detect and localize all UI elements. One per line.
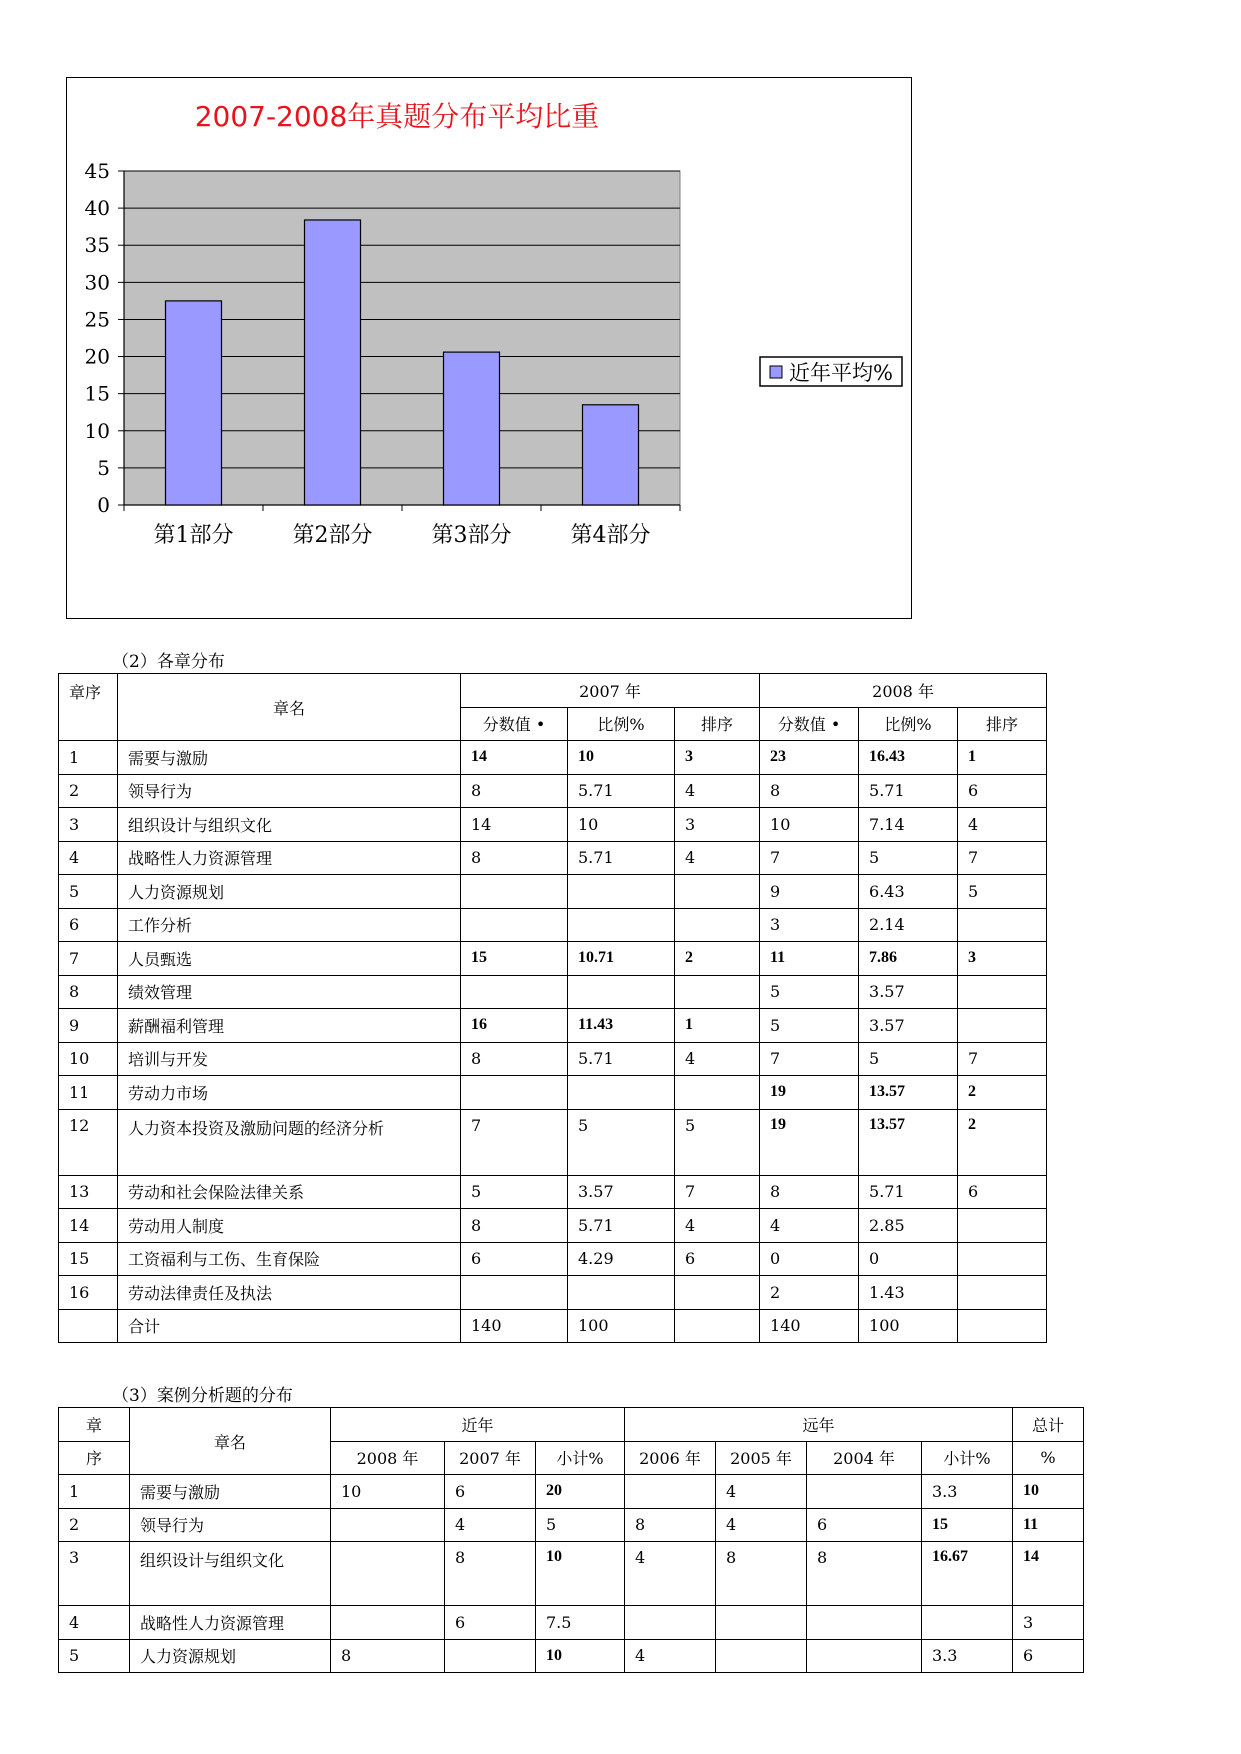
col-header-score-2007: 分数值 • <box>461 707 568 741</box>
cell-2004 <box>807 1606 922 1640</box>
y-tick-label: 45 <box>84 159 110 183</box>
cell-2005: 4 <box>716 1508 807 1542</box>
cell-seq: 4 <box>59 841 118 875</box>
col-header-2007: 2007 年 <box>445 1441 536 1475</box>
col-header-2006: 2006 年 <box>625 1441 716 1475</box>
cell-rank-2007 <box>675 908 760 942</box>
cell-rank-2007: 4 <box>675 1209 760 1243</box>
cell-ratio-2008: 13.57 <box>859 1076 958 1110</box>
cell-2004 <box>807 1475 922 1509</box>
cell-2006: 4 <box>625 1542 716 1606</box>
table-row <box>59 1475 1084 1509</box>
cell-2007: 8 <box>445 1542 536 1606</box>
col-header-subtotal-past: 小计% <box>922 1441 1013 1475</box>
cell-seq <box>59 1309 118 1343</box>
cell-2007: 6 <box>445 1475 536 1509</box>
cell-seq: 14 <box>59 1209 118 1243</box>
col-header-total-bottom: % <box>1013 1441 1084 1475</box>
cell-seq: 10 <box>59 1042 118 1076</box>
cell-ratio-2008: 13.57 <box>859 1109 958 1175</box>
cell-rank-2008: 7 <box>958 841 1047 875</box>
cell-score-2008: 140 <box>760 1309 859 1343</box>
cell-score-2007 <box>461 975 568 1009</box>
cell-score-2007: 7 <box>461 1109 568 1175</box>
cell-subtotal-past: 3.3 <box>922 1639 1013 1673</box>
cell-ratio-2008: 2.85 <box>859 1209 958 1243</box>
col-header-seq-bottom: 序 <box>59 1441 130 1475</box>
cell-rank-2007 <box>675 975 760 1009</box>
table-row <box>59 808 1047 842</box>
col-header-recent: 近年 <box>331 1408 625 1442</box>
cell-rank-2008: 2 <box>958 1109 1047 1175</box>
cell-rank-2007: 7 <box>675 1175 760 1209</box>
y-tick-label: 0 <box>97 493 110 517</box>
y-tick-label: 40 <box>84 196 110 221</box>
cell-ratio-2008: 6.43 <box>859 875 958 909</box>
cell-ratio-2008: 5 <box>859 1042 958 1076</box>
cell-ratio-2007: 100 <box>568 1309 675 1343</box>
cell-score-2008: 0 <box>760 1242 859 1276</box>
cell-rank-2007 <box>675 1276 760 1310</box>
cell-rank-2007: 4 <box>675 841 760 875</box>
bar-chart <box>67 78 913 620</box>
y-tick-label: 30 <box>84 270 110 295</box>
cell-score-2007: 8 <box>461 774 568 808</box>
cell-rank-2007: 4 <box>675 1042 760 1076</box>
cell-rank-2008 <box>958 908 1047 942</box>
col-header-total-top: 总计 <box>1013 1408 1084 1442</box>
cell-ratio-2007: 10 <box>568 808 675 842</box>
cell-2004: 6 <box>807 1508 922 1542</box>
cell-ratio-2007: 4.29 <box>568 1242 675 1276</box>
cell-name: 人力资源规划 <box>118 875 461 909</box>
cell-score-2007: 5 <box>461 1175 568 1209</box>
cell-score-2008: 5 <box>760 975 859 1009</box>
cell-ratio-2007: 5.71 <box>568 841 675 875</box>
cell-2005: 4 <box>716 1475 807 1509</box>
cell-name: 薪酬福利管理 <box>118 1009 461 1043</box>
cell-subtotal-recent: 10 <box>536 1542 625 1606</box>
table-row <box>59 774 1047 808</box>
cell-ratio-2007: 11.43 <box>568 1009 675 1043</box>
cell-score-2007 <box>461 908 568 942</box>
x-tick-label: 第1部分 <box>153 523 234 548</box>
cell-rank-2008: 6 <box>958 1175 1047 1209</box>
cell-2007: 6 <box>445 1606 536 1640</box>
legend-label: 近年平均% <box>789 361 893 385</box>
cell-name: 人力资本投资及激励问题的经济分析 <box>118 1109 461 1175</box>
x-tick-label: 第3部分 <box>431 523 512 548</box>
cell-rank-2008: 1 <box>958 741 1047 775</box>
cell-rank-2007: 3 <box>675 741 760 775</box>
bar <box>444 352 500 505</box>
chart-legend <box>760 357 902 386</box>
table-total-row <box>59 1309 1047 1343</box>
cell-ratio-2008: 100 <box>859 1309 958 1343</box>
table-row <box>59 1209 1047 1243</box>
col-header-2004: 2004 年 <box>807 1441 922 1475</box>
cell-score-2007: 15 <box>461 942 568 976</box>
table-row <box>59 1639 1084 1673</box>
cell-seq: 2 <box>59 1508 130 1542</box>
cell-rank-2008 <box>958 1242 1047 1276</box>
cell-2006 <box>625 1606 716 1640</box>
x-tick-label: 第2部分 <box>292 523 373 548</box>
table-row <box>59 841 1047 875</box>
cell-seq: 5 <box>59 1639 130 1673</box>
cell-ratio-2007: 5.71 <box>568 774 675 808</box>
cell-seq: 16 <box>59 1276 118 1310</box>
cell-total: 14 <box>1013 1542 1084 1606</box>
cell-name: 领导行为 <box>118 774 461 808</box>
cell-seq: 15 <box>59 1242 118 1276</box>
cell-ratio-2007: 10.71 <box>568 942 675 976</box>
cell-seq: 1 <box>59 741 118 775</box>
table-row <box>59 1175 1047 1209</box>
cell-total: 3 <box>1013 1606 1084 1640</box>
cell-seq: 11 <box>59 1076 118 1110</box>
cell-score-2007 <box>461 875 568 909</box>
col-header-name: 章名 <box>130 1408 331 1475</box>
cell-name: 战略性人力资源管理 <box>130 1606 331 1640</box>
cell-score-2008: 11 <box>760 942 859 976</box>
cell-rank-2007: 2 <box>675 942 760 976</box>
cell-rank-2008 <box>958 1209 1047 1243</box>
cell-name: 人员甄选 <box>118 942 461 976</box>
cell-ratio-2008: 0 <box>859 1242 958 1276</box>
legend-swatch <box>770 366 782 378</box>
cell-rank-2007: 3 <box>675 808 760 842</box>
cell-rank-2008: 4 <box>958 808 1047 842</box>
col-header-ratio-2008: 比例% <box>859 707 958 741</box>
cell-2007: 4 <box>445 1508 536 1542</box>
col-header-ratio-2007: 比例% <box>568 707 675 741</box>
col-header-2005: 2005 年 <box>716 1441 807 1475</box>
cell-seq: 8 <box>59 975 118 1009</box>
cell-rank-2008 <box>958 975 1047 1009</box>
cell-ratio-2008: 2.14 <box>859 908 958 942</box>
cell-2004 <box>807 1639 922 1673</box>
section2-caption: （2）各章分布 <box>112 652 225 672</box>
cell-score-2007: 6 <box>461 1242 568 1276</box>
cell-score-2007: 140 <box>461 1309 568 1343</box>
col-header-2008: 2008 年 <box>331 1441 445 1475</box>
cell-name: 组织设计与组织文化 <box>118 808 461 842</box>
cell-2006 <box>625 1475 716 1509</box>
cell-name: 需要与激励 <box>118 741 461 775</box>
table-row <box>59 1276 1047 1310</box>
cell-score-2007 <box>461 1076 568 1110</box>
cell-score-2008: 7 <box>760 841 859 875</box>
cell-total: 11 <box>1013 1508 1084 1542</box>
col-header-past: 远年 <box>625 1408 1013 1442</box>
cell-2008 <box>331 1508 445 1542</box>
cell-ratio-2007 <box>568 875 675 909</box>
cell-rank-2007 <box>675 1309 760 1343</box>
cell-ratio-2007: 5.71 <box>568 1042 675 1076</box>
cell-2006: 8 <box>625 1508 716 1542</box>
table-row <box>59 942 1047 976</box>
cell-score-2008: 5 <box>760 1009 859 1043</box>
cell-ratio-2008: 16.43 <box>859 741 958 775</box>
cell-2005 <box>716 1639 807 1673</box>
cell-seq: 13 <box>59 1175 118 1209</box>
col-header-2008: 2008 年 <box>760 674 1047 708</box>
cell-2006: 4 <box>625 1639 716 1673</box>
cell-rank-2007: 6 <box>675 1242 760 1276</box>
cell-name: 组织设计与组织文化 <box>130 1542 331 1606</box>
bar <box>166 301 222 505</box>
cell-score-2007 <box>461 1276 568 1310</box>
cell-total: 10 <box>1013 1475 1084 1509</box>
cell-2007 <box>445 1639 536 1673</box>
col-header-subtotal-recent: 小计% <box>536 1441 625 1475</box>
cell-rank-2007 <box>675 1076 760 1110</box>
cell-score-2008: 19 <box>760 1076 859 1110</box>
cell-rank-2008: 7 <box>958 1042 1047 1076</box>
cell-score-2008: 3 <box>760 908 859 942</box>
cell-seq: 2 <box>59 774 118 808</box>
col-header-rank-2007: 排序 <box>675 707 760 741</box>
cell-ratio-2007 <box>568 908 675 942</box>
cell-score-2007: 14 <box>461 808 568 842</box>
cell-score-2008: 9 <box>760 875 859 909</box>
cell-name: 绩效管理 <box>118 975 461 1009</box>
cell-ratio-2008: 3.57 <box>859 1009 958 1043</box>
table-row <box>59 1542 1084 1606</box>
table-row <box>59 1606 1084 1640</box>
bar <box>583 405 639 505</box>
cell-subtotal-recent: 7.5 <box>536 1606 625 1640</box>
cell-2008 <box>331 1606 445 1640</box>
cell-ratio-2008: 7.14 <box>859 808 958 842</box>
cell-ratio-2007 <box>568 1276 675 1310</box>
cell-subtotal-past: 15 <box>922 1508 1013 1542</box>
cell-ratio-2008: 5.71 <box>859 774 958 808</box>
cell-seq: 9 <box>59 1009 118 1043</box>
cell-rank-2007 <box>675 875 760 909</box>
cell-ratio-2008: 5 <box>859 841 958 875</box>
cell-seq: 1 <box>59 1475 130 1509</box>
cell-name: 劳动和社会保险法律关系 <box>118 1175 461 1209</box>
cell-score-2008: 19 <box>760 1109 859 1175</box>
cell-ratio-2008: 5.71 <box>859 1175 958 1209</box>
cell-ratio-2007: 5 <box>568 1109 675 1175</box>
cell-seq: 7 <box>59 942 118 976</box>
cell-ratio-2008: 1.43 <box>859 1276 958 1310</box>
cell-2008: 10 <box>331 1475 445 1509</box>
cell-name: 工资福利与工伤、生育保险 <box>118 1242 461 1276</box>
cell-subtotal-past: 3.3 <box>922 1475 1013 1509</box>
cell-2008: 8 <box>331 1639 445 1673</box>
cell-score-2008: 8 <box>760 774 859 808</box>
cell-score-2008: 7 <box>760 1042 859 1076</box>
cell-subtotal-recent: 20 <box>536 1475 625 1509</box>
cell-subtotal-recent: 10 <box>536 1639 625 1673</box>
table-row <box>59 875 1047 909</box>
col-header-2007: 2007 年 <box>461 674 760 708</box>
y-tick-label: 15 <box>84 381 110 406</box>
cell-name: 合计 <box>118 1309 461 1343</box>
chapter-distribution-table <box>58 673 1047 1343</box>
cell-seq: 6 <box>59 908 118 942</box>
cell-ratio-2007 <box>568 975 675 1009</box>
cell-score-2007: 14 <box>461 741 568 775</box>
cell-subtotal-past: 16.67 <box>922 1542 1013 1606</box>
col-header-seq-top: 章 <box>59 1408 130 1442</box>
cell-seq: 3 <box>59 1542 130 1606</box>
table-row <box>59 975 1047 1009</box>
cell-score-2007: 8 <box>461 1042 568 1076</box>
cell-2005 <box>716 1606 807 1640</box>
cell-name: 人力资源规划 <box>130 1639 331 1673</box>
cell-ratio-2007: 3.57 <box>568 1175 675 1209</box>
cell-rank-2008: 3 <box>958 942 1047 976</box>
cell-rank-2008 <box>958 1009 1047 1043</box>
cell-rank-2008: 6 <box>958 774 1047 808</box>
cell-score-2007: 8 <box>461 841 568 875</box>
table-row <box>59 1508 1084 1542</box>
table-row <box>59 1076 1047 1110</box>
table-row <box>59 1242 1047 1276</box>
cell-name: 工作分析 <box>118 908 461 942</box>
plot-area <box>85 159 680 548</box>
y-tick-label: 25 <box>84 307 110 332</box>
cell-2008 <box>331 1542 445 1606</box>
cell-name: 战略性人力资源管理 <box>118 841 461 875</box>
table-row <box>59 741 1047 775</box>
col-header-rank-2008: 排序 <box>958 707 1047 741</box>
table-row <box>59 908 1047 942</box>
x-tick-label: 第4部分 <box>570 523 651 548</box>
y-tick-label: 35 <box>84 233 110 258</box>
cell-2004: 8 <box>807 1542 922 1606</box>
col-header-name: 章名 <box>118 674 461 741</box>
y-tick-label: 20 <box>84 344 110 369</box>
cell-ratio-2008: 7.86 <box>859 942 958 976</box>
y-tick-label: 10 <box>84 418 110 443</box>
cell-score-2007: 16 <box>461 1009 568 1043</box>
cell-seq: 5 <box>59 875 118 909</box>
chart-title: 2007-2008年真题分布平均比重 <box>194 100 600 133</box>
cell-seq: 4 <box>59 1606 130 1640</box>
table-row <box>59 1042 1047 1076</box>
col-header-score-2008: 分数值 • <box>760 707 859 741</box>
cell-ratio-2007: 5.71 <box>568 1209 675 1243</box>
cell-name: 需要与激励 <box>130 1475 331 1509</box>
cell-ratio-2007: 10 <box>568 741 675 775</box>
case-analysis-table <box>58 1407 1084 1673</box>
col-header-seq: 章序 <box>59 674 118 741</box>
cell-score-2008: 4 <box>760 1209 859 1243</box>
cell-rank-2008 <box>958 1309 1047 1343</box>
cell-seq: 3 <box>59 808 118 842</box>
table-row <box>59 1109 1047 1175</box>
cell-score-2008: 10 <box>760 808 859 842</box>
bar <box>305 220 361 505</box>
cell-ratio-2008: 3.57 <box>859 975 958 1009</box>
cell-name: 劳动用人制度 <box>118 1209 461 1243</box>
table-row <box>59 1009 1047 1043</box>
cell-2005: 8 <box>716 1542 807 1606</box>
cell-score-2008: 8 <box>760 1175 859 1209</box>
cell-total: 6 <box>1013 1639 1084 1673</box>
cell-seq: 12 <box>59 1109 118 1175</box>
cell-name: 培训与开发 <box>118 1042 461 1076</box>
cell-score-2008: 23 <box>760 741 859 775</box>
chart-frame <box>66 77 912 619</box>
cell-subtotal-recent: 5 <box>536 1508 625 1542</box>
cell-name: 领导行为 <box>130 1508 331 1542</box>
cell-rank-2008: 2 <box>958 1076 1047 1110</box>
cell-rank-2007: 1 <box>675 1009 760 1043</box>
cell-score-2007: 8 <box>461 1209 568 1243</box>
cell-rank-2008: 5 <box>958 875 1047 909</box>
cell-ratio-2007 <box>568 1076 675 1110</box>
cell-rank-2008 <box>958 1276 1047 1310</box>
cell-name: 劳动力市场 <box>118 1076 461 1110</box>
section3-caption: （3）案例分析题的分布 <box>112 1386 293 1406</box>
cell-subtotal-past <box>922 1606 1013 1640</box>
cell-rank-2007: 4 <box>675 774 760 808</box>
cell-name: 劳动法律责任及执法 <box>118 1276 461 1310</box>
cell-rank-2007: 5 <box>675 1109 760 1175</box>
cell-score-2008: 2 <box>760 1276 859 1310</box>
y-tick-label: 5 <box>97 455 110 480</box>
